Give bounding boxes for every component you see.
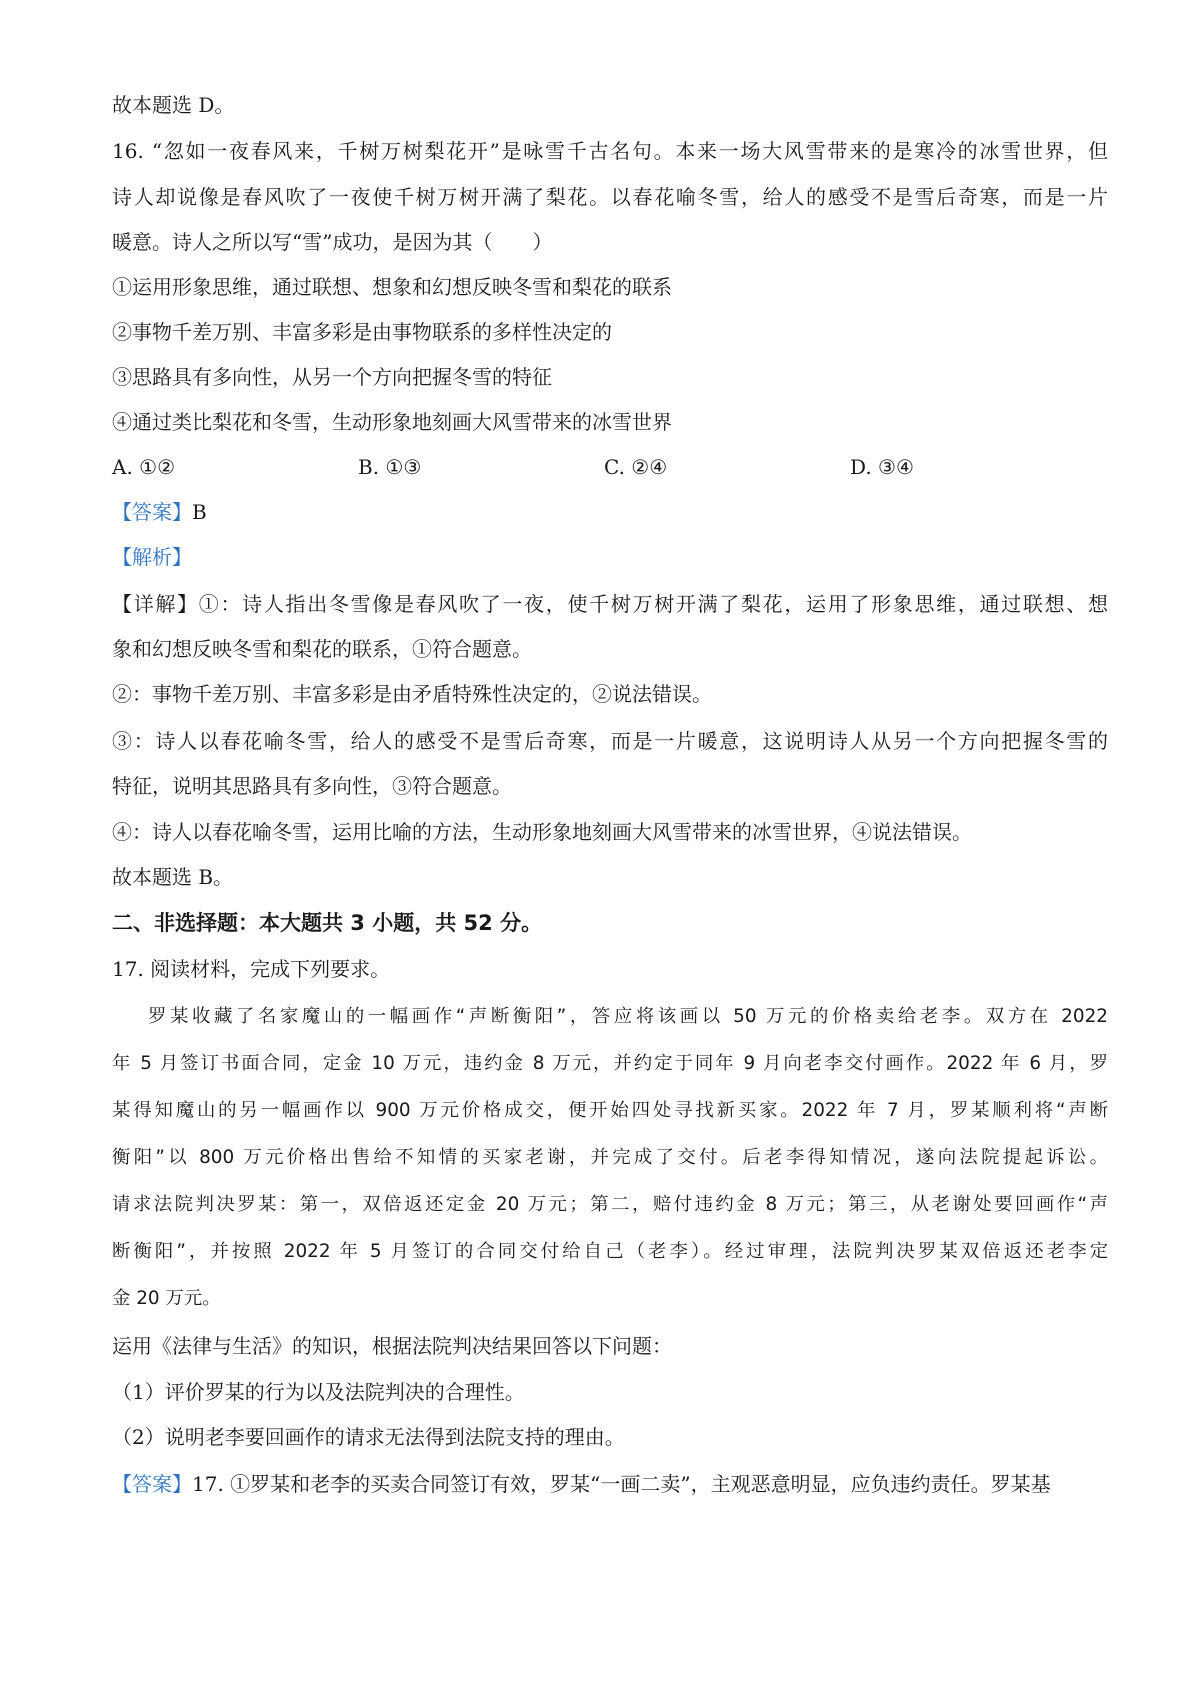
q17-answer xyxy=(112,1470,1108,1498)
q17-material-line-6: 断衡阳”，并按照 2022 年 5 月签订的合同交付给自己（老李）。经过审理，法院判决罗某双倍返还老李定 xyxy=(112,1241,1108,1262)
q17-answer-text: 17. ①罗某和老李的买卖合同签订有效，罗某“一画二卖”，主观恶意明显，应负违约责任。罗某基 xyxy=(192,1472,1051,1496)
q17-answer-tag: 【答案】 xyxy=(112,1472,192,1496)
q17-material-line-1: 罗某收藏了名家魔山的一幅画作“声断衡阳”，答应将该画以 50 万元的价格卖给老李。双方在 2022 xyxy=(148,1006,1108,1027)
q16-detail-line-3: ②：事物千差万别、丰富多彩是由矛盾特殊性决定的，②说法错误。 xyxy=(112,682,712,706)
q16-detail-line-4: ③：诗人以春花喻冬雪，给人的感受不是雪后奇寒，而是一片暖意，这说明诗人从另一个方向把握冬雪的 xyxy=(112,729,1108,753)
q16-statement-3: ③思路具有多向性，从另一个方向把握冬雪的特征 xyxy=(112,365,552,389)
q17-instruction: 运用《法律与生活》的知识，根据法院判决结果回答以下问题： xyxy=(112,1334,672,1358)
answer-value: B xyxy=(192,500,207,524)
q17-material-line-2: 年 5 月签订书面合同，定金 10 万元，违约金 8 万元，并约定于同年 9 月向老李交付画作。2022 年 6 月，罗 xyxy=(112,1053,1108,1074)
q17-subquestion-2: （2）说明老李要回画作的请求无法得到法院支持的理由。 xyxy=(112,1425,625,1449)
q16-statement-2: ②事物千差万别、丰富多彩是由事物联系的多样性决定的 xyxy=(112,320,612,344)
section-2-heading: 二、非选择题：本大题共 3 小题，共 52 分。 xyxy=(112,911,543,935)
q17-material-line-7: 金 20 万元。 xyxy=(112,1288,221,1309)
q16-option-c: C. ②④ xyxy=(604,455,668,479)
q16-detail-line-6: ④：诗人以春花喻冬雪，运用比喻的方法，生动形象地刻画大风雪带来的冰雪世界，④说法错误。 xyxy=(112,820,972,844)
q16-statement-4: ④通过类比梨花和冬雪，生动形象地刻画大风雪带来的冰雪世界 xyxy=(112,410,672,434)
q17-subquestion-1: （1）评价罗某的行为以及法院判决的合理性。 xyxy=(112,1380,525,1404)
q17-stem: 17. 阅读材料，完成下列要求。 xyxy=(112,957,391,981)
q16-option-a: A. ①② xyxy=(112,455,176,479)
q17-material-line-5: 请求法院判决罗某：第一，双倍返还定金 20 万元；第二，赔付违约金 8 万元；第三，从老谢处要回画作“声 xyxy=(112,1194,1108,1215)
q17-material-line-3: 某得知魔山的另一幅画作以 900 万元价格成交，便开始四处寻找新买家。2022 年 7 月，罗某顺利将“声断 xyxy=(112,1100,1108,1121)
q16-detail-line-5: 特征，说明其思路具有多向性，③符合题意。 xyxy=(112,774,512,798)
q16-answer xyxy=(112,498,1108,526)
q16-option-b: B. ①③ xyxy=(358,455,422,479)
q16-detail-line-1: 【详解】①：诗人指出冬雪像是春风吹了一夜，使千树万树开满了梨花，运用了形象思维，通过联想、想 xyxy=(112,592,1108,616)
q16-option-d: D. ③④ xyxy=(850,455,914,479)
previous-conclusion: 故本题选 D。 xyxy=(112,93,235,117)
analysis-tag: 【解析】 xyxy=(112,545,192,569)
q16-statement-1: ①运用形象思维，通过联想、想象和幻想反映冬雪和梨花的联系 xyxy=(112,275,672,299)
q16-stem-line-1: 16. “忽如一夜春风来，千树万树梨花开”是咏雪千古名句。本来一场大风雪带来的是寒冷的冰雪世界，但 xyxy=(112,139,1108,163)
q16-stem-line-2: 诗人却说像是春风吹了一夜使千树万树开满了梨花。以春花喻冬雪，给人的感受不是雪后奇寒，而是一片 xyxy=(112,185,1108,209)
q17-material-line-4: 衡阳”以 800 万元价格出售给不知情的买家老谢，并完成了交付。后老李得知情况，遂向法院提起诉讼。 xyxy=(112,1147,1108,1168)
q16-analysis-tag xyxy=(112,543,1108,571)
q16-detail-line-2: 象和幻想反映冬雪和梨花的联系，①符合题意。 xyxy=(112,637,532,661)
q16-stem-line-3: 暖意。诗人之所以写“雪”成功，是因为其（ ） xyxy=(112,230,553,254)
answer-tag: 【答案】 xyxy=(112,500,192,524)
q16-conclusion: 故本题选 B。 xyxy=(112,865,234,889)
